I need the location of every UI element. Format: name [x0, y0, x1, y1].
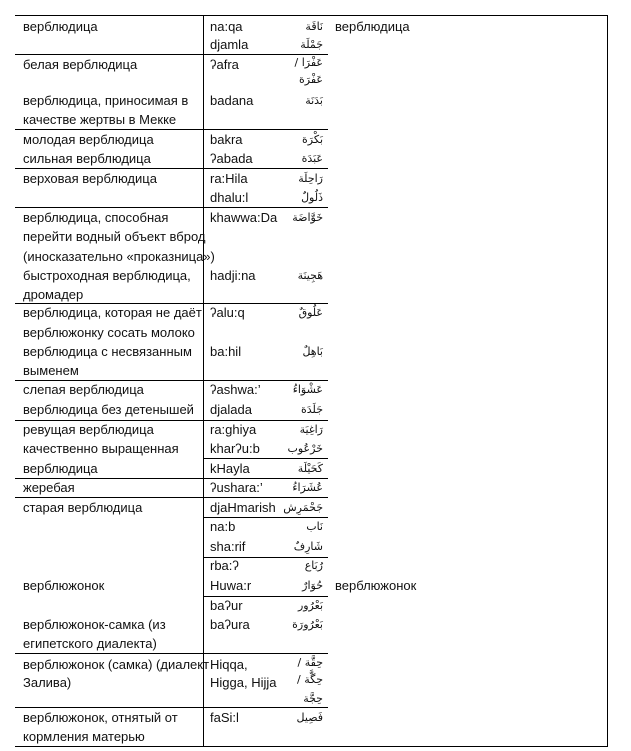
russian-term: египетского диалекта) — [23, 636, 157, 651]
arabic-term: عُشَرَاءُ — [292, 481, 323, 494]
russian-term: дромадер — [23, 287, 84, 302]
russian-term: Залива) — [23, 675, 72, 690]
transliteration: faSi:l — [210, 710, 239, 725]
russian-term: выменем — [23, 363, 79, 378]
russian-term: (иносказательно «проказница») — [23, 249, 215, 264]
arabic-term: خَوَّاضَة — [292, 211, 323, 224]
arabic-term: حِجَّة — [303, 692, 323, 705]
russian-term: верблюжонок, отнятый от — [23, 710, 178, 725]
transliteration: dhalu:l — [210, 190, 249, 205]
transliteration: bakra — [210, 132, 243, 147]
transliteration: baʔur — [210, 598, 243, 613]
russian-term: верблюдица — [23, 19, 98, 34]
russian-term: молодая верблюдица — [23, 132, 154, 147]
russian-term: верблюжонок — [23, 578, 105, 593]
russian-term: верблюдица без детенышей — [23, 402, 194, 417]
cell-divider — [203, 596, 328, 597]
transliteration: ʔafra — [210, 57, 239, 72]
arabic-term: خَرْعُوب — [287, 442, 323, 455]
cell-divider — [203, 458, 328, 459]
transliteration: na:b — [210, 519, 236, 534]
arabic-term: عَفْرَا / — [294, 56, 323, 69]
transliteration: djalada — [210, 402, 252, 417]
category-label: верблюжонок — [335, 578, 417, 593]
arabic-term: بَاهِلٌ — [302, 345, 323, 358]
russian-term: верблюжонку сосать молоко — [23, 325, 195, 340]
row-divider — [15, 54, 328, 55]
category-label: верблюдица — [335, 19, 410, 34]
russian-term: качественно выращенная — [23, 441, 179, 456]
arabic-term: نَاب — [306, 520, 323, 533]
transliteration: Higga, Hijja — [210, 675, 277, 690]
transliteration: rba:ʔ — [210, 558, 239, 573]
russian-term: верблюжонок-самка (из — [23, 617, 166, 632]
transliteration: na:qa — [210, 19, 243, 34]
transliteration: ʔabada — [210, 151, 253, 166]
russian-term: старая верблюдица — [23, 500, 143, 515]
transliteration: badana — [210, 93, 254, 108]
russian-term: качестве жертвы в Мекке — [23, 112, 177, 127]
transliteration: ra:ghiya — [210, 422, 257, 437]
arabic-term: عَفْرَة — [299, 73, 323, 86]
table-right-border — [607, 15, 608, 747]
transliteration: khawwa:Da — [210, 210, 278, 225]
row-divider — [15, 303, 328, 304]
arabic-term: جَلَدَة — [301, 403, 323, 416]
arabic-term: حِگَّة / — [297, 673, 323, 686]
transliteration: kharʔu:b — [210, 441, 260, 456]
transliteration: ʔashwa:’ — [210, 382, 261, 397]
arabic-term: حُوَارٌ — [302, 579, 323, 592]
cell-divider — [203, 517, 328, 518]
transliteration: ra:Hila — [210, 171, 248, 186]
arabic-term: رَاغِيَة — [299, 423, 323, 436]
arabic-term: عَلُوقٌ — [298, 306, 323, 319]
russian-term: кормления матерью — [23, 729, 145, 744]
arabic-term: رَاحِلَة — [298, 172, 323, 185]
arabic-term: هَجِينَة — [297, 269, 323, 282]
arabic-term: جَحْمَرِش — [283, 501, 323, 514]
russian-term: перейти водный объект вброд — [23, 229, 206, 244]
arabic-term: ذَلُولٌ — [301, 191, 323, 204]
row-divider — [15, 420, 328, 421]
arabic-term: بَدَنَة — [305, 94, 323, 107]
row-divider — [15, 207, 328, 208]
russian-term: ревущая верблюдица — [23, 422, 154, 437]
row-divider — [15, 707, 328, 708]
russian-term: белая верблюдица — [23, 57, 138, 72]
transliteration: ba:hil — [210, 344, 242, 359]
arabic-term: فَصِيل — [296, 711, 323, 724]
arabic-term: رُبَاع — [304, 559, 323, 572]
russian-term: сильная верблюдица — [23, 151, 151, 166]
transliteration: Huwa:r — [210, 578, 252, 593]
transliteration: hadji:na — [210, 268, 256, 283]
russian-term: верблюдица, которая не даёт — [23, 305, 202, 320]
arabic-term: جَمْلَة — [300, 38, 323, 51]
arabic-term: عَشْوَاءُ — [292, 383, 323, 396]
row-divider — [15, 168, 328, 169]
russian-term: слепая верблюдица — [23, 382, 144, 397]
transliteration: djaHmarish — [210, 500, 276, 515]
arabic-term: بَعْرُورَة — [292, 618, 323, 631]
arabic-term: حِقَّة / — [297, 656, 323, 669]
transliteration: Hiqqa, — [210, 657, 248, 672]
row-divider — [15, 653, 328, 654]
transliteration: sha:rif — [210, 539, 246, 554]
arabic-term: عَبَدَة — [301, 152, 323, 165]
transliteration: djamla — [210, 37, 249, 52]
transliteration: ʔalu:q — [210, 305, 245, 320]
transliteration: ʔushara:’ — [210, 480, 263, 495]
arabic-term: نَاقَة — [305, 20, 323, 33]
arabic-term: بَعْرُور — [297, 599, 323, 612]
russian-term: быстроходная верблюдица, — [23, 268, 191, 283]
row-divider — [15, 380, 328, 381]
arabic-term: شَارِفٌ — [293, 540, 323, 553]
arabic-term: بَكْرَة — [302, 133, 323, 146]
row-divider — [15, 478, 328, 479]
transliteration: baʔura — [210, 617, 250, 632]
table-top-border — [15, 15, 608, 16]
russian-term: жеребая — [23, 480, 75, 495]
arabic-term: كَحَيْلَة — [297, 462, 323, 475]
russian-term: верховая верблюдица — [23, 171, 157, 186]
row-divider — [15, 129, 328, 130]
transliteration: kHayla — [210, 461, 250, 476]
russian-term: верблюжонок (самка) (диалект — [23, 657, 210, 672]
table-bottom-border — [15, 746, 608, 747]
russian-term: верблюдица — [23, 461, 98, 476]
russian-term: верблюдица с несвязанным — [23, 344, 192, 359]
russian-term: верблюдица, приносимая в — [23, 93, 189, 108]
russian-term: верблюдица, способная — [23, 210, 169, 225]
row-divider — [15, 497, 328, 498]
